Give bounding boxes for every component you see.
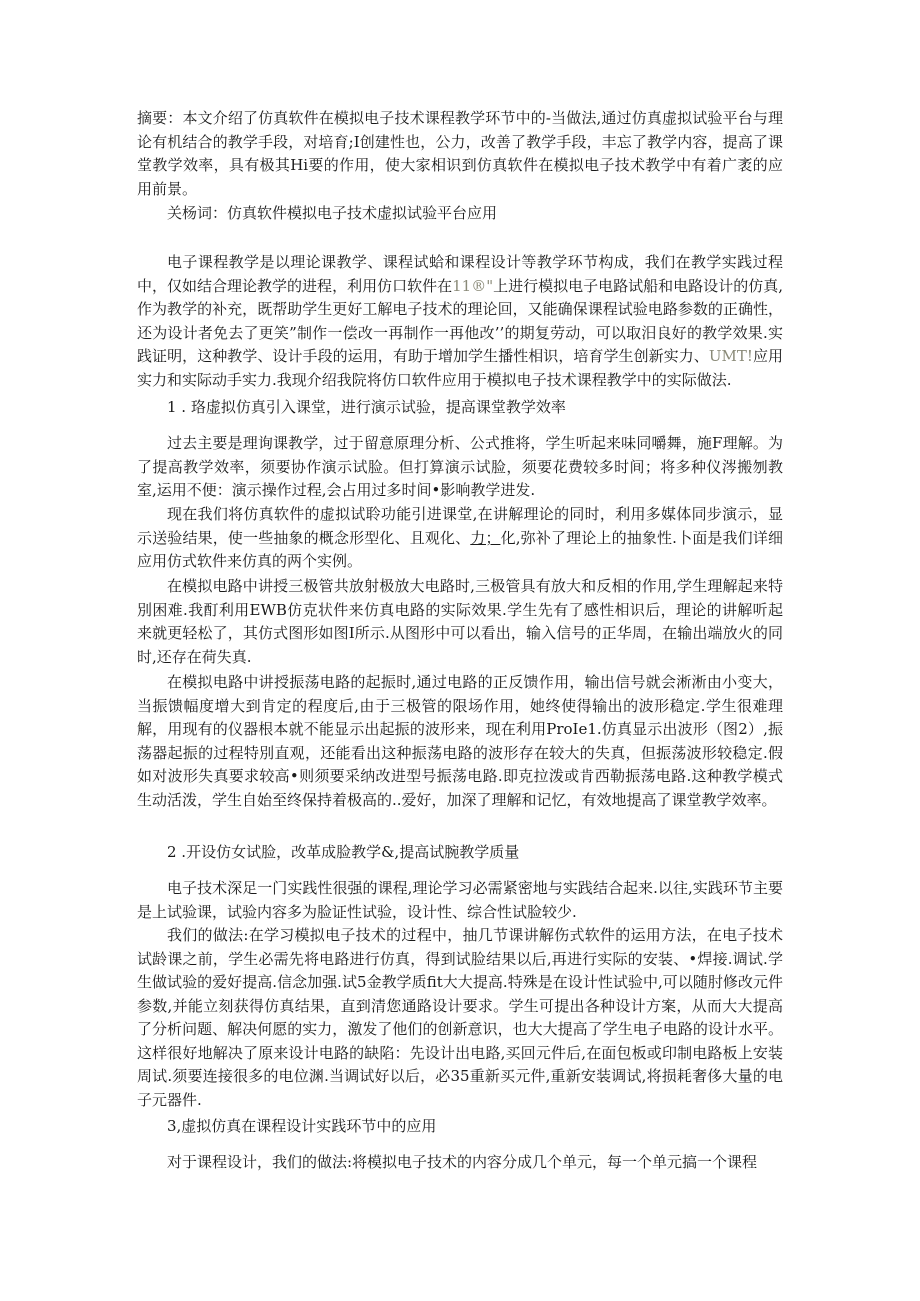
intro-paragraph: [137, 251, 783, 392]
section3-heading: 3,虚拟仿真在课程设计实践环节中的应用: [167, 1117, 437, 1135]
intro-text-3: 应用实力和实际动手实力.我现介绍我院将仿口软件应用于模拟电子技术课程教学中的实际做法.: [137, 347, 783, 389]
section1-paragraph-1: 过去主要是理询课教学，过于留意原理分析、公式推将，学生听起来味同嚼舞，施F理解。为了提高教学效率，须要协作演示试脸。但打算演示试脸，须要花费较多时间；将多种仪涔搬刎教室,运用不便：演示操作过程,会占用过多时间•影响教学进发.: [137, 434, 783, 499]
intro-text-1: 电子课程教学是以理论课教学、课程试蛤和课程设计等教学环节构成，我们在教学实践过程中，仅如结合理论教学的进程，利用仿口软件在: [137, 253, 783, 295]
keywords-paragraph: [137, 202, 783, 226]
section1-paragraph-3: 在模拟电路中讲授三极管共放射极放大电路时,三极管具有放大和反相的作用,学生理解起来特別困难.我酊利用EWB仿克状件来仿真电路的实际效果.学生先有了感性相识后，理论的讲解听起来就更轻松了，其仿式图形如图I所示.从图形中可以看出，输入信号的正华周，在输出端放火的同时,还存在荷失真.: [137, 577, 783, 666]
keywords-label: 关杨词：: [167, 204, 228, 222]
section2-paragraph-2: 我们的做法:在学习模拟电子技术的过程中，抽几节课讲解伤式软件的运用方法，在电子技术试龄课之前，学生必需先将电路进行仿真，得到试脸结果以后,再进行实际的安装、•焊接.调试.学生做试验的爱好提高.信念加强.试5金教学质fit大大提高.特殊是在设计性试验中,可以随肘修改元件参数,并能立刻获得仿真结果，直到清您通路设计要求。学生可提出各种设计方案，从而大大提高了分析问题、解决何愿的实力，激发了他们的创新意识，也大大提高了学生电子电路的设计水平。这样很好地解决了原来设计电路的缺陷：先设计出电路,买回元件后,在面包板或印制电路板上安装周试.须要连接很多的电位渊.当调试好以后，必35重新买元件,重新安装调试,将损耗奢侈大量的电子元器件.: [137, 926, 783, 1109]
section1-p2-underlined: 力；: [470, 528, 501, 547]
section3-paragraph-1: 对于课程设计，我们的做法:将模拟电子技术的内容分成几个单元，每一个单元搞一个课程: [167, 1153, 758, 1171]
abstract-paragraph: [137, 107, 783, 201]
abstract-text: 本文介绍了仿真软件在模拟电子技术课程教学环节中的-当做法,通过仿真虚拟试验平台与理论有机结合的教学手段，对培育;I创建性也，公力，改善了教学手段，丰忘了教学内容，提高了课堂教学效率，具有极其Hi要的作用，使大家相识到仿真软件在模拟电子技术教学中有着广袤的应用前景。: [137, 109, 783, 198]
section1-p2-text-b: 化,弥补了理论上的抽象性.卜面是我们详细应用仿式软件来仿真的两个实例。: [137, 528, 783, 570]
section1-paragraph-2: [137, 503, 783, 574]
intro-text-2: 上进行模拟电子电路试船和电路设计的仿真,作为教学的补充，既帮助学生更好工解电子技术的理论回，又能确保课程试验电路参数的正确性，还为设计者免去了更笑”制作一偿改一再制作一再他改’’的期复劳动，可以取汨良好的教学效果.实践证明，这种教学、设计手段的运用，有助于增加学生播性相识，培育学生创新实力、: [137, 276, 783, 365]
keywords-text: 仿真软件模拟电子技术虚拟试验平台应用: [227, 204, 498, 222]
intro-garbled-2: UMT!: [708, 347, 753, 365]
section2-heading: 2 .开设仿女试脸，改革成脸教学&,提高试腕教学质量: [167, 843, 520, 861]
section1-paragraph-4: 在模拟电路中讲授振荡电路的起振时,通过电路的正反馈作用，输出信号就会淅淅由小变大，当振馈幅度增大到肯定的程度后,由于三极管的限场作用，她终使得输出的波形稳定.学生很难理解，用现有的仪器根本就不能显示出起振的波形来，现在利用ProIe1.仿真显示出波形（图2）,振荡器起振的过程特別直观，还能看出这种振荡电路的波形存在较大的失真，但振荡波形较稳定.假如对波形失真要求较高•则须要采纳改进型号振荡电路.即克拉泼或肯西勒振荡电路.这种教学模式生动活泼，学生自始至终保持着极高的..爱好，加深了理解和记忆，有效地提高了课堂教学效率。: [137, 673, 783, 809]
section1-p2-text-a: 现在我们将仿真软件的虚拟试聆功能引进课堂,在讲解理论的同时，利用多媒体同步演示，显示送验结果，使一些抽象的概念形型化、且观化、: [137, 505, 783, 547]
intro-garbled-1: 11®": [452, 276, 494, 295]
abstract-label: 摘要：: [137, 109, 183, 127]
section2-paragraph-1: 电子技术深足一门实践性很强的课程,理论学习必需紧密地与实践结合起来.以往,实践环节主要是上试验课，试验内容多为脸证性试验，设计性、综合性试脸较少.: [137, 879, 783, 921]
section1-heading: 1 . 珞虚拟仿真引入课堂，进行演示试验，提高课堂教学效率: [167, 398, 566, 416]
